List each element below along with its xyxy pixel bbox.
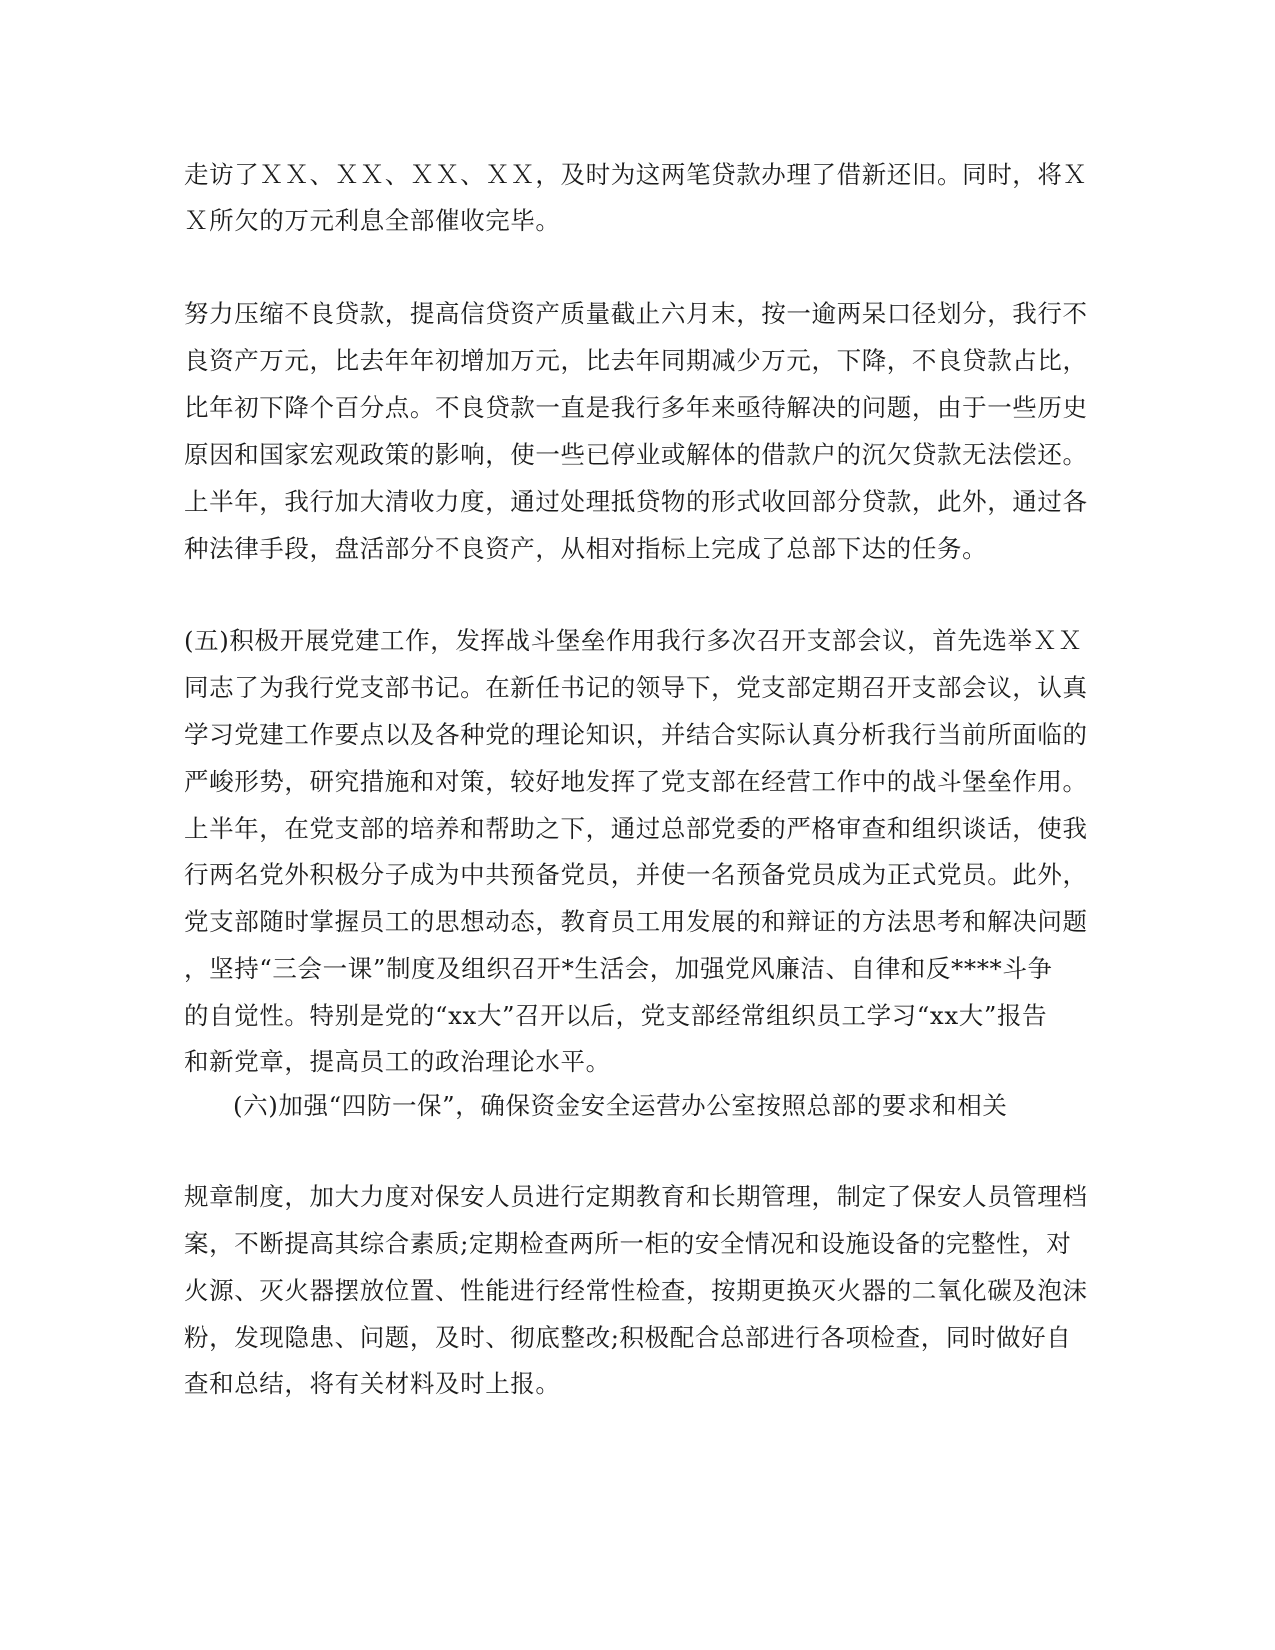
text-line: 严峻形势，研究措施和对策，较好地发挥了党支部在经营工作中的战斗堡垒作用。: [184, 767, 1088, 796]
text-line: 种法律手段，盘活部分不良资产，从相对指标上完成了总部下达的任务。: [184, 534, 988, 563]
text-line: 查和总结，将有关材料及时上报。: [184, 1369, 561, 1398]
text-line: 粉，发现隐患、问题，及时、彻底整改;积极配合总部进行各项检查，同时做好自: [184, 1323, 1072, 1352]
text-line: 的自觉性。特别是党的“xx大”召开以后，党支部经常组织员工学习“xx大”报告: [184, 1001, 1048, 1030]
text-line: (五)积极开展党建工作，发挥战斗堡垒作用我行多次召开支部会议，首先选举ＸＸ: [184, 626, 1083, 655]
text-line: 同志了为我行党支部书记。在新任书记的领导下，党支部定期召开支部会议，认真: [184, 673, 1088, 702]
text-line: 比年初下降个百分点。不良贷款一直是我行多年来亟待解决的问题，由于一些历史: [184, 393, 1088, 422]
text-line: Ｘ所欠的万元利息全部催收完毕。: [184, 206, 561, 235]
text-line: 党支部随时掌握员工的思想动态，教育员工用发展的和辩证的方法思考和解决问题: [184, 907, 1088, 936]
text-line: 上半年，在党支部的培养和帮助之下，通过总部党委的严格审查和组织谈话，使我: [184, 814, 1088, 843]
text-line: (六)加强“四防一保”，确保资金安全运营办公室按照总部的要求和相关: [233, 1091, 1008, 1120]
text-line: 行两名党外积极分子成为中共预备党员，并使一名预备党员成为正式党员。此外，: [184, 860, 1088, 889]
text-line: 良资产万元，比去年年初增加万元，比去年同期减少万元，下降，不良贷款占比，: [184, 346, 1088, 375]
text-line: 学习党建工作要点以及各种党的理论知识，并结合实际认真分析我行当前所面临的: [184, 720, 1088, 749]
text-line: 规章制度，加大力度对保安人员进行定期教育和长期管理，制定了保安人员管理档: [184, 1182, 1088, 1211]
text-line: 火源、灭火器摆放位置、性能进行经常性检查，按期更换灭火器的二氧化碳及泡沫: [184, 1276, 1088, 1305]
text-line: 和新党章，提高员工的政治理论水平。: [184, 1047, 611, 1076]
text-line: 上半年，我行加大清收力度，通过处理抵贷物的形式收回部分贷款，此外，通过各: [184, 487, 1088, 516]
text-line: 原因和国家宏观政策的影响，使一些已停业或解体的借款户的沉欠贷款无法偿还。: [184, 440, 1088, 469]
text-line: 努力压缩不良贷款，提高信贷资产质量截止六月末，按一逾两呆口径划分，我行不: [184, 299, 1088, 328]
text-line: 案，不断提高其综合素质;定期检查两所一柜的安全情况和设施设备的完整性，对: [184, 1229, 1072, 1258]
text-line: 走访了ＸＸ、ＸＸ、ＸＸ、ＸＸ，及时为这两笔贷款办理了借新还旧。同时，将Ｘ: [184, 160, 1088, 189]
text-line: ，坚持“三会一课”制度及组织召开*生活会，加强党风廉洁、自律和反****斗争: [184, 954, 1053, 983]
